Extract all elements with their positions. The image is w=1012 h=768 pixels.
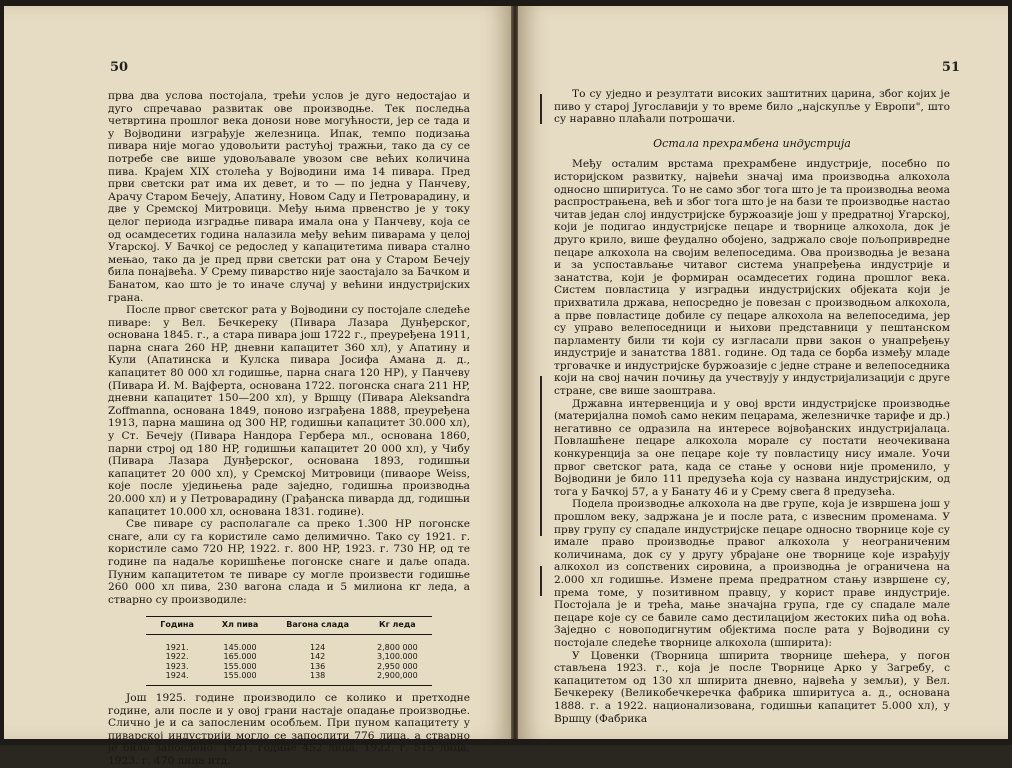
paragraph: Подела производње алкохола на две групе, која је извршена још у прошлом веку, задржана је и после рата, с извесним променама. У прву групу су спадале индустријске пецаре односно творнице које су имале право производње правог алкохола у неограниченим количинама, док су у другу убрајане оне творнице које израђују алкохол из сопствених сировина, а производња је ограничена на 2.000 хл годишње. Измене према предратном стању извршене су, према томе, у позитивном правцу, у корист праве индустрије. Постојала је и трећа, мање значајна група, где су спадале мале пецаре које су се бавиле само дестилацијом жестоких пића од воћа. Заједно с новоподигнутим објектима после рата у Војводини су постојале следеће творнице алкохола (шпирита): <box>554 498 950 649</box>
table-cell: 124 <box>310 642 326 652</box>
table-cell: 142 <box>310 652 326 662</box>
right-page-body <box>554 88 950 725</box>
table-cell: 1924. <box>146 671 208 685</box>
table-cell: 2,800 000 <box>377 642 418 652</box>
column-header: Година <box>146 617 208 635</box>
paragraph: Све пиваре су располагале са преко 1.300 HP погонске снаге, али су га користиле само делимично. Тако су 1921. г. користиле само 720 HP, 1922. г. 800 HP, 1923. г. 730 HP, од те године па надаље коришћење погонске снаге и даље опада. Пуним капацитетом те пиваре су могле произвести годишње 260 000 хл пива, 230 вагона слада и 5 милиона кг леда, а стварно су производиле: <box>108 518 470 606</box>
table-header-row <box>146 617 431 635</box>
paragraph: После првог светског рата у Војводини су постојале следеће пиваре: у Вел. Бечкереку (Пивара Лазара Дунђерског, основана 1845. г., а стара пивара још 1722 г., преуређена 1911, парна снага 260 HP, дневни капацитет 360 хл), у Апатину и Кули (Апатинска и Кулска пивара Јосифа Амана д. д., капацитет 80 000 хл годишње, парна снага 120 HP), у Панчеву (Пивара И. М. Вајферта, основана 1722. погонска снага 211 HP, дневни капацитет 150—200 хл), у Вршцу (Пивара Aleksandra Zoffmanna, основана 1849, поново изграђена 1888, преуређена 1913, парна машина од 300 HP, годишњи капацитет 30.000 хл), у Ст. Бечеју (Пивара Нандора Гербера мл., основана 1860, парни строј од 180 HP, годишњи капацитет 20 000 хл), у Чибу (Пивара Лазара Дунђерског, основана 1893, годишњи капацитет 20 000 хл), у Сремској Митровици (пиваоре Weiss, које после уједињења раде заједно, годишња производња 20.000 хл) и у Петроварадину (Грађанска пиварда дд, годишњи капацитет 10.000 хл, основана 1831. године). <box>108 304 470 518</box>
production-table <box>146 616 431 686</box>
table-cell: 155.000 <box>223 661 257 671</box>
table-row <box>146 662 431 672</box>
section-heading: Остала прехрамбена индустрија <box>653 136 851 150</box>
right-page <box>518 6 1008 739</box>
column-header: Вагона слада <box>272 617 363 635</box>
table-row <box>146 634 431 652</box>
table-cell: 3,100.000 <box>377 652 418 662</box>
paragraph: Међу осталим врстама прехрамбене индустрије, посебно по историјском развитку, највећи значај има производња алкохола односно шпиритуса. То не само због тога што је та производња веома распрострањена, већ и због тога што је на бази те производње настао читав један слој индустријске буржоазије још у предратној Угарској, који је подигао индустријске пецаре и творнице алкохола, док је друго крило, више феудално обојено, задржало своје пољопривредне пецаре алкохола на својим велепоседима. Ова производња је везана и за успостављање читавог система унапређења индустрије и занатства, који је формиран осамдесетих година прошлог века. Систем повластица у изградњи индустријских објеката који је прихватила држава, непосредно је повезан с производњом алкохола, а прве повластице добиле су пецаре алкохола на велепоседима, јер су управо велепоседници и њихови представници у пештанском парламенту били ти који су изгласали први закон о унапређењу индустрије и занатства 1881. године. Од тада се борба између младе трговачке и индустријске буржоазије с једне стране и велепоседника који на свој начин почињу да учествују у индустријализацији с друге стране, све више заоштрава. <box>554 158 950 398</box>
table-cell: 155.000 <box>208 671 272 685</box>
table-cell: 2,950 000 <box>377 661 418 671</box>
left-page <box>4 6 512 767</box>
table-row <box>146 652 431 662</box>
table-cell: 1923. <box>165 661 189 671</box>
page-number: 51 <box>941 60 960 75</box>
left-page-body <box>108 90 470 768</box>
table-cell: 138 <box>272 671 363 685</box>
page-number: 50 <box>110 60 129 75</box>
table-cell: 145.000 <box>223 642 257 652</box>
table-cell: 2,900,000 <box>363 671 432 685</box>
table-cell: 136 <box>310 661 326 671</box>
paragraph: У Цовенки (Творница шпирита творнице шећера, у погон стављена 1923. г., која је после Творнице Арко у Загребу, с капацитетом од 130 хл шпирита дневно, највећа у земљи), у Вел. Бечкереку (Великобечкеречка фабрика шпиритуса а. д., основана 1888. г. а 1922. национализована, годишњи капацитет 5.000 хл), у Вршцу (Фабрика <box>554 649 950 725</box>
paragraph: То су уједно и резултати високих заштитних царина, због којих је пиво у старој Југославији у то време било „најскупље у Европи", што су наравно плаћали потрошачи. <box>554 88 950 126</box>
column-header: Кг леда <box>363 617 432 635</box>
table-cell: 1922. <box>165 652 189 662</box>
table-cell: 1921. <box>165 642 189 652</box>
paragraph: Државна интервенција и у овој врсти индустријске производње (материјална помоћ само неким пецарама, железничке тарифе и др.) негативно се одразила на интересе војвођанских индустријалаца. Повлашћене пецаре алкохола морале су постати неочекивана конкуренција за оне пецаре које ту повластицу нису имале. Уочи првог светског рата, када се стање у основи није променило, у Војводини је било 111 предузећа која су названа индустријским, од тога у Бачкој 57, а у Банату 46 и у Срему свега 8 предузећа. <box>554 397 950 498</box>
paragraph: Још 1925. године производило се колико и претходне године, али после и у овој грани настаје опадање производње. Слично је и са запосленим особљем. При пуном капацитету у пиварској индустрији могло се запослити 776 лица, а стварно је било запослено: 1921. године 452 лица, 1922. г. 515 лица, 1923. г. 470 лица итд. <box>108 691 470 767</box>
margin-mark <box>540 94 542 124</box>
margin-mark <box>540 376 542 536</box>
column-header: Хл пива <box>208 617 272 635</box>
margin-mark <box>540 566 542 596</box>
table-row <box>146 671 431 685</box>
paragraph: прва два услова постојала, трећи услов је дуго недостајао и дуго спречавао развитак ове производње. Тек последња четвртина прошлог века донosи нове могућности, јер се тада и у Војводини изграђује железница. Ипак, темпо подизања пивара није могао удовољити растућој тражњи, тако да су се потребе све више удовољавале увозом све већих количина пива. Крајем XIX столећа у Војводини има 14 пивара. Пред први светски рат има их девет, и то — по једна у Панчеву, Арачу Старом Бечеју, Апатину, Новом Саду и Петроварадину, и две у Сремској Митровици. Међу њима првенство је у току целог периода изградње пивара имала она у Панчеву, која се од осамдесетих година налазила међу већим пиварама у целој Угарској. У Бачкој се редослед у капацитетима пивара стално мењао, тако да је пред први светски рат она у Старом Бечеју била понајвећа. У Срему пиварство није заостајало за Бачком и Банатом, као што је то иначе случај у већини индустријских грана. <box>108 90 470 304</box>
table-cell: 165.000 <box>223 652 257 662</box>
